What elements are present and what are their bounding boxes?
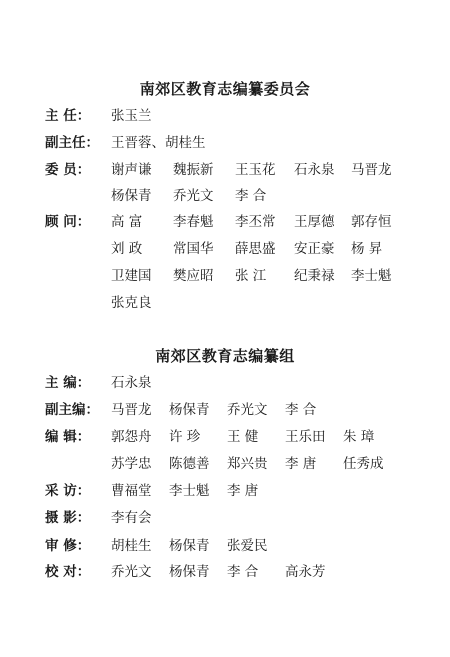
- deputy-chief-name: 李 合: [285, 402, 317, 418]
- editor-name: 王乐田: [285, 429, 326, 445]
- deputy-chief-name: 乔光文: [227, 402, 268, 418]
- advisor-name: 高 富: [111, 214, 143, 230]
- proof-name: 李 合: [227, 564, 259, 580]
- member-name: 乔光文: [173, 188, 214, 204]
- advisor-name: 安正豪: [294, 241, 335, 257]
- review-label: 审 修：: [45, 538, 91, 554]
- editor-name: 许 珍: [169, 429, 201, 445]
- proof-name: 乔光文: [111, 564, 152, 580]
- advisor-name: 纪秉禄: [294, 268, 335, 284]
- advisor-name: 张克良: [111, 295, 152, 311]
- editor-name: 郭怨舟: [111, 429, 152, 445]
- editor-name: 任秀成: [343, 456, 384, 472]
- deputy-chief-label: 副主编：: [45, 402, 99, 418]
- proof-name: 高永芳: [285, 564, 326, 580]
- advisor-name: 李丕常: [235, 214, 276, 230]
- interview-name: 李士魁: [169, 483, 210, 499]
- members-label: 委 员：: [45, 162, 91, 178]
- editor-name: 陈德善: [169, 456, 210, 472]
- advisor-name: 刘 政: [111, 241, 143, 257]
- editor-name: 苏学忠: [111, 456, 152, 472]
- advisor-name: 张 江: [235, 268, 267, 284]
- advisor-name: 郭存恒: [351, 214, 392, 230]
- interview-name: 李 唐: [227, 483, 259, 499]
- advisor-name: 王厚德: [294, 214, 335, 230]
- interview-label: 采 访：: [45, 483, 91, 499]
- photo-name: 李有会: [111, 510, 152, 526]
- editors-label: 编 辑：: [45, 429, 91, 445]
- editor-name: 郑兴贵: [227, 456, 268, 472]
- editorial-title: 南郊区教育志编纂组: [155, 347, 295, 365]
- editor-name: 朱 璋: [343, 429, 375, 445]
- review-name: 张爱民: [227, 538, 268, 554]
- member-name: 马晋龙: [351, 162, 392, 178]
- review-name: 胡桂生: [111, 538, 152, 554]
- editor-name: 李 唐: [285, 456, 317, 472]
- member-name: 魏振新: [173, 162, 214, 178]
- member-name: 李 合: [235, 188, 267, 204]
- proof-label: 校 对：: [45, 564, 91, 580]
- director-name: 张玉兰: [111, 108, 152, 124]
- deputy-chief-name: 马晋龙: [111, 402, 152, 418]
- advisor-name: 李士魁: [351, 268, 392, 284]
- director-label: 主 任：: [45, 108, 91, 124]
- photo-label: 摄 影：: [45, 510, 91, 526]
- chief-label: 主 编：: [45, 375, 91, 391]
- advisor-name: 常国华: [173, 241, 214, 257]
- chief-name: 石永泉: [111, 375, 152, 391]
- advisors-label: 顾 问：: [45, 214, 91, 230]
- advisor-name: 樊应昭: [173, 268, 214, 284]
- committee-title: 南郊区教育志编纂委员会: [139, 80, 311, 98]
- editor-name: 王 健: [227, 429, 259, 445]
- member-name: 谢声谦: [111, 162, 152, 178]
- deputy-label: 副主任：: [45, 135, 99, 151]
- advisor-name: 李春魁: [173, 214, 214, 230]
- deputy-chief-name: 杨保青: [169, 402, 210, 418]
- advisor-name: 薛思盛: [235, 241, 276, 257]
- member-name: 石永泉: [294, 162, 335, 178]
- member-name: 王玉花: [235, 162, 276, 178]
- member-name: 杨保青: [111, 188, 152, 204]
- interview-name: 曹福堂: [111, 483, 152, 499]
- advisor-name: 杨 昇: [351, 241, 383, 257]
- advisor-name: 卫建国: [111, 268, 152, 284]
- deputy-names: 王晋蓉、胡桂生: [111, 135, 206, 151]
- review-name: 杨保青: [169, 538, 210, 554]
- proof-name: 杨保青: [169, 564, 210, 580]
